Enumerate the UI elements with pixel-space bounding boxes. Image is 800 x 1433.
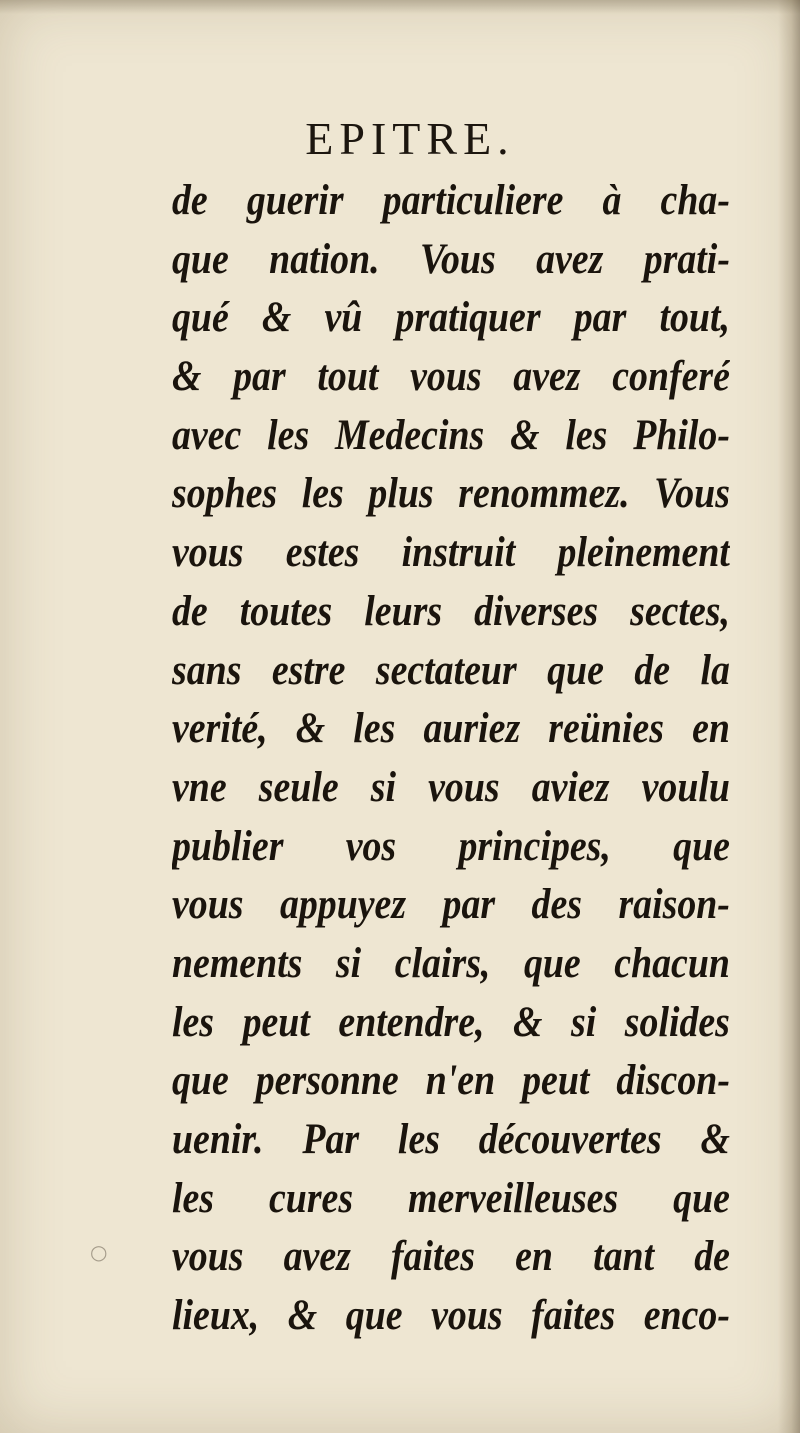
text-line: sans estre sectateur que de la <box>172 646 730 694</box>
text-line: avec les Medecins & les Philo- <box>172 411 730 459</box>
text-line: que personne n'en peut discon- <box>172 1057 730 1105</box>
text-line: uenir. Par les découvertes & <box>172 1116 730 1163</box>
text-line: vous appuyez par des raison- <box>172 881 730 929</box>
text-line: qué & vû pratiquer par tout, <box>172 294 730 342</box>
text-line: lieux, & que vous faites enco- <box>172 1292 730 1340</box>
paper-blemish: ○ <box>90 1240 108 1264</box>
text-line: publier vos principes, que <box>172 822 730 870</box>
text-line: les peut entendre, & si solides <box>172 998 730 1046</box>
text-line: que nation. Vous avez prati- <box>172 235 730 283</box>
text-line: de guerir particuliere à cha- <box>172 177 730 224</box>
body-text <box>172 172 730 1346</box>
text-line: les cures merveilleuses que <box>172 1174 730 1222</box>
text-line: & par tout vous avez conferé <box>172 353 730 401</box>
page-top-edge-shadow <box>0 0 800 14</box>
text-line: vous avez faites en tant de <box>172 1233 730 1281</box>
text-line: verité, & les auriez reünies en <box>172 705 730 753</box>
text-line: de toutes leurs diverses sectes, <box>172 587 730 635</box>
text-line: sophes les plus renommez. Vous <box>172 470 730 518</box>
text-line: vous estes instruit pleinement <box>172 529 730 577</box>
page-gutter-shadow <box>778 0 800 1433</box>
text-line: nements si clairs, que chacun <box>172 939 730 987</box>
running-head: EPITRE. <box>305 113 515 164</box>
text-line: vne seule si vous aviez voulu <box>172 763 730 811</box>
